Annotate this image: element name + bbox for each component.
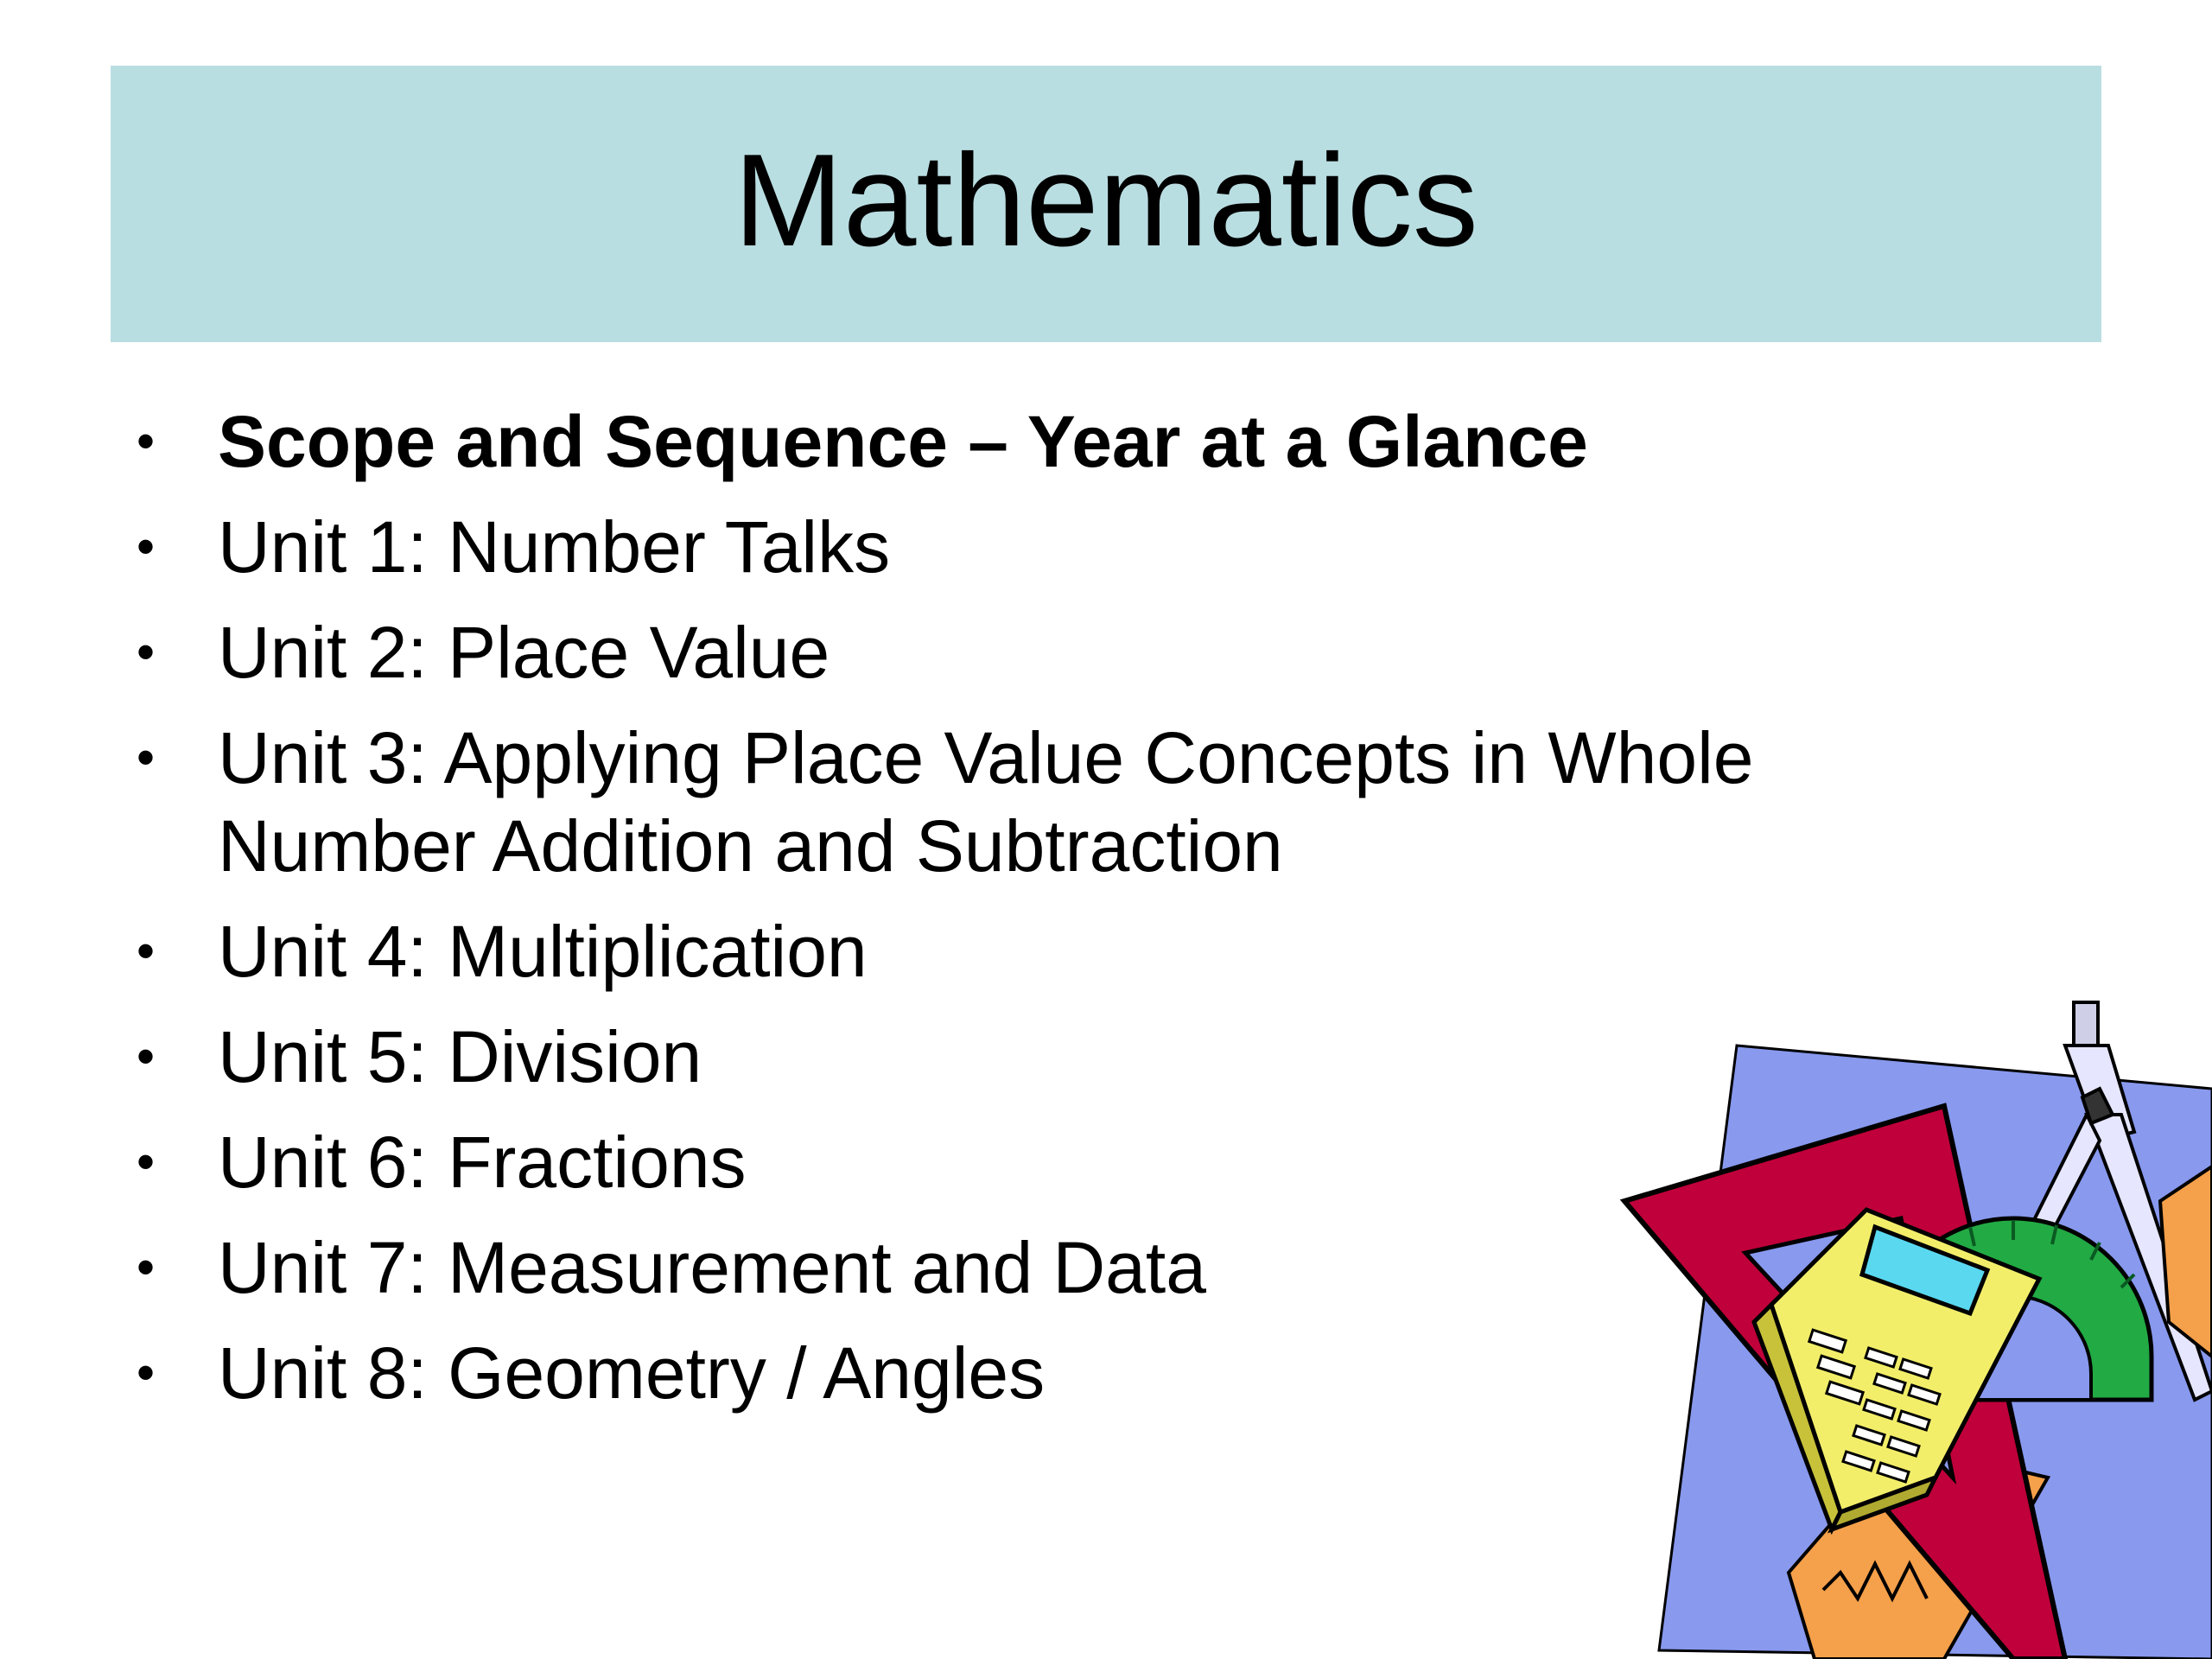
- bullet-text: Unit 5: Division: [218, 1016, 702, 1097]
- bullet-text: Scope and Sequence – Year at a Glance: [218, 401, 1588, 482]
- bullet-text: Unit 2: Place Value: [218, 612, 830, 693]
- title-banner: [111, 66, 2101, 342]
- bullet-item-unit-1: [130, 503, 1944, 591]
- bullet-icon: •: [137, 1238, 156, 1296]
- bullet-item-unit-4: [130, 907, 1944, 995]
- bullet-icon: •: [137, 1344, 156, 1402]
- bullet-icon: •: [137, 922, 156, 980]
- bullet-item-unit-3: [130, 714, 1944, 890]
- bullet-icon: •: [137, 1133, 156, 1191]
- bullet-text: Unit 1: Number Talks: [218, 506, 891, 588]
- bullet-item-scope: [130, 397, 1944, 486]
- bullet-text: Unit 8: Geometry / Angles: [218, 1332, 1046, 1414]
- bullet-text: Unit 3: Applying Place Value Concepts in Whole Number Addition and Subtraction: [218, 717, 1754, 887]
- bullet-icon: •: [137, 1027, 156, 1085]
- bullet-icon: •: [137, 728, 156, 786]
- math-tools-clipart-icon: [1616, 994, 2212, 1659]
- bullet-item-unit-2: [130, 608, 1944, 696]
- bullet-icon: •: [137, 518, 156, 575]
- bullet-text: Unit 4: Multiplication: [218, 911, 868, 992]
- bullet-icon: •: [137, 412, 156, 470]
- slide-title: Mathematics: [734, 127, 1478, 274]
- bullet-icon: •: [137, 623, 156, 681]
- bullet-text: Unit 7: Measurement and Data: [218, 1227, 1206, 1308]
- bullet-text: Unit 6: Fractions: [218, 1122, 747, 1203]
